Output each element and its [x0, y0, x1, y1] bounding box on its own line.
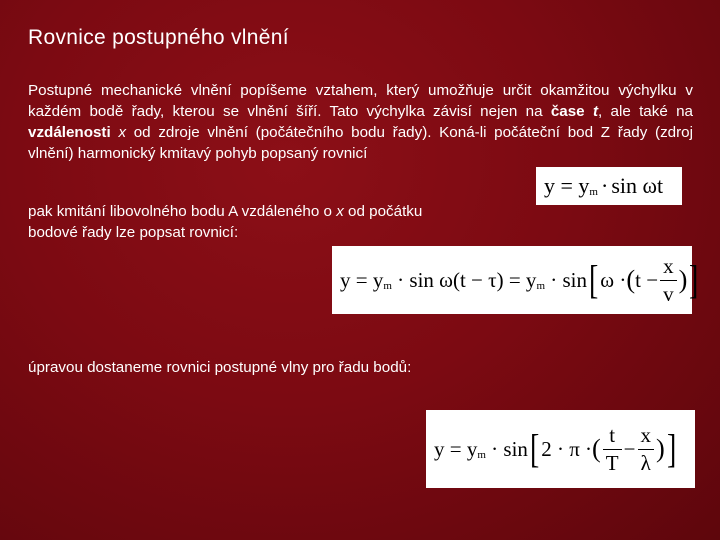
slide-title: Rovnice postupného vlnění: [28, 26, 289, 49]
variable-x: x: [118, 124, 127, 141]
variable-t: t: [592, 103, 598, 120]
paren-open: (: [592, 434, 601, 463]
fraction-t-over-T: [603, 423, 622, 476]
formula-subscript: m: [477, 449, 486, 461]
text-run: , ale také na: [598, 103, 693, 120]
formula-subscript: m: [536, 280, 545, 292]
fraction-x-over-v: [660, 254, 677, 307]
formula-source-oscillation: [536, 167, 682, 205]
formula-two-pi: 2 · π ·: [541, 436, 593, 461]
fraction-numerator: x: [663, 253, 674, 278]
text-run: pak kmitání libovolného bodu A vzdáleného o: [28, 203, 337, 220]
fraction-x-over-lambda: [637, 423, 654, 476]
text-run: Postupné mechanické vlnění popíšeme vztahem, který umožňuje určit okamžitou výchylku v každém bodě řady, kterou se vlnění šíří. Tato výchylka závisí nejen na: [28, 82, 693, 120]
bracket-close: ]: [666, 426, 677, 472]
fraction-denominator: v: [660, 280, 677, 307]
bracket-open: [: [529, 426, 540, 472]
formula-left: y = y: [340, 267, 384, 292]
text-run: od zdroje vlnění (počátečního bodu řady). Koná-li počáteční bod Z řady (zdroj vlnění) harmonický kmitavý pohyb popsaný rovnicí: [28, 124, 693, 162]
bracket-close: ]: [689, 257, 699, 303]
bold-term-time: čase: [550, 103, 593, 120]
formula-dot: ·: [600, 173, 609, 198]
formula-t: t −: [635, 267, 659, 292]
bold-term-distance: vzdálenosti: [28, 124, 111, 141]
formula-eq: = y: [560, 173, 590, 198]
second-paragraph: [28, 201, 448, 243]
third-paragraph: úpravou dostaneme rovnici postupné vlny pro řadu bodů:: [28, 359, 412, 376]
formula-subscript: m: [589, 186, 598, 198]
formula-sin: sin ωt: [611, 173, 664, 198]
paren-close: ): [678, 265, 688, 294]
formula-left: y = y: [434, 436, 478, 461]
intro-paragraph: [28, 80, 693, 164]
formula-omega: ω ·: [600, 267, 627, 292]
fraction-denominator: λ: [638, 449, 654, 476]
formula-sin: · sin: [491, 436, 528, 461]
paren-close: ): [655, 434, 665, 463]
formula-sin: · sin: [550, 267, 587, 292]
formula-minus: −: [623, 436, 636, 461]
bracket-open: [: [588, 257, 599, 303]
formula-subscript: m: [383, 280, 392, 292]
variable-x: x: [336, 203, 344, 220]
formula-middle: · sin ω(t − τ) = y: [397, 267, 537, 292]
fraction-numerator: x: [640, 422, 651, 447]
fraction-numerator: t: [609, 422, 616, 447]
formula-progressive-wave: [426, 410, 695, 488]
text-run: od počátku bodové řady lze popsat rovnicí:: [28, 203, 423, 241]
formula-y: y: [544, 173, 555, 198]
fraction-denominator: T: [603, 449, 622, 476]
paren-open: (: [626, 265, 636, 294]
formula-point-oscillation: [332, 246, 699, 314]
